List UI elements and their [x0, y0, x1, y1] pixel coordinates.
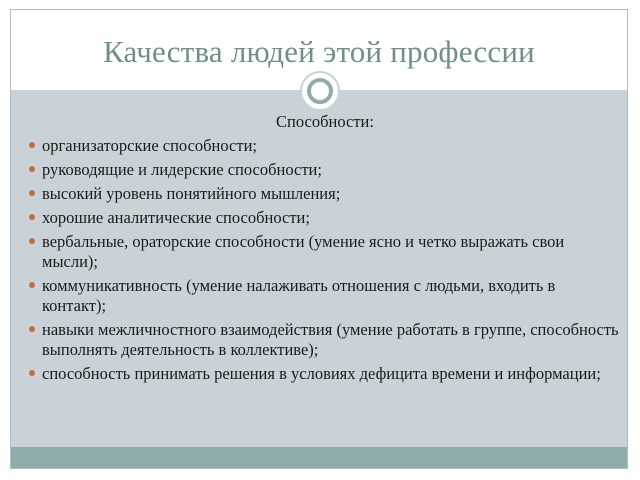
- round-bullet-icon: [29, 370, 35, 376]
- ring-ornament-inner: [307, 78, 333, 104]
- round-bullet-icon: [29, 142, 35, 148]
- footer-band: [11, 447, 627, 468]
- list-item-text: коммуникативность (умение налаживать отношения с людьми, входить в контакт);: [42, 276, 556, 315]
- round-bullet-icon: [29, 282, 35, 288]
- round-bullet-icon: [29, 238, 35, 244]
- list-item: [30, 136, 620, 156]
- list-item: [30, 232, 620, 272]
- round-bullet-icon: [29, 166, 35, 172]
- list-item: [30, 364, 620, 384]
- list-item-text: способность принимать решения в условиях дефицита времени и информации;: [42, 364, 601, 383]
- section-heading: Способности:: [276, 112, 374, 131]
- list-item: [30, 208, 620, 228]
- list-item-text: хорошие аналитические способности;: [42, 208, 310, 227]
- list-item-text: руководящие и лидерские способности;: [42, 160, 322, 179]
- list-item: [30, 276, 620, 316]
- list-item: [30, 184, 620, 204]
- list-item: [30, 320, 620, 360]
- list-item-text: вербальные, ораторские способности (умение ясно и четко выражать свои мысли);: [42, 232, 565, 271]
- list-item-text: высокий уровень понятийного мышления;: [42, 184, 341, 203]
- ring-ornament-icon: [300, 71, 340, 111]
- slide-body: [30, 112, 620, 388]
- qualities-list: [30, 136, 620, 384]
- list-item-text: навыки межличностного взаимодействия (умение работать в группе, способность выполнять деятельность в коллективе);: [42, 320, 619, 359]
- list-item: [30, 160, 620, 180]
- round-bullet-icon: [29, 326, 35, 332]
- round-bullet-icon: [29, 214, 35, 220]
- list-item-text: организаторские способности;: [42, 136, 257, 155]
- round-bullet-icon: [29, 190, 35, 196]
- slide-title: Качества людей этой профессии: [103, 34, 535, 69]
